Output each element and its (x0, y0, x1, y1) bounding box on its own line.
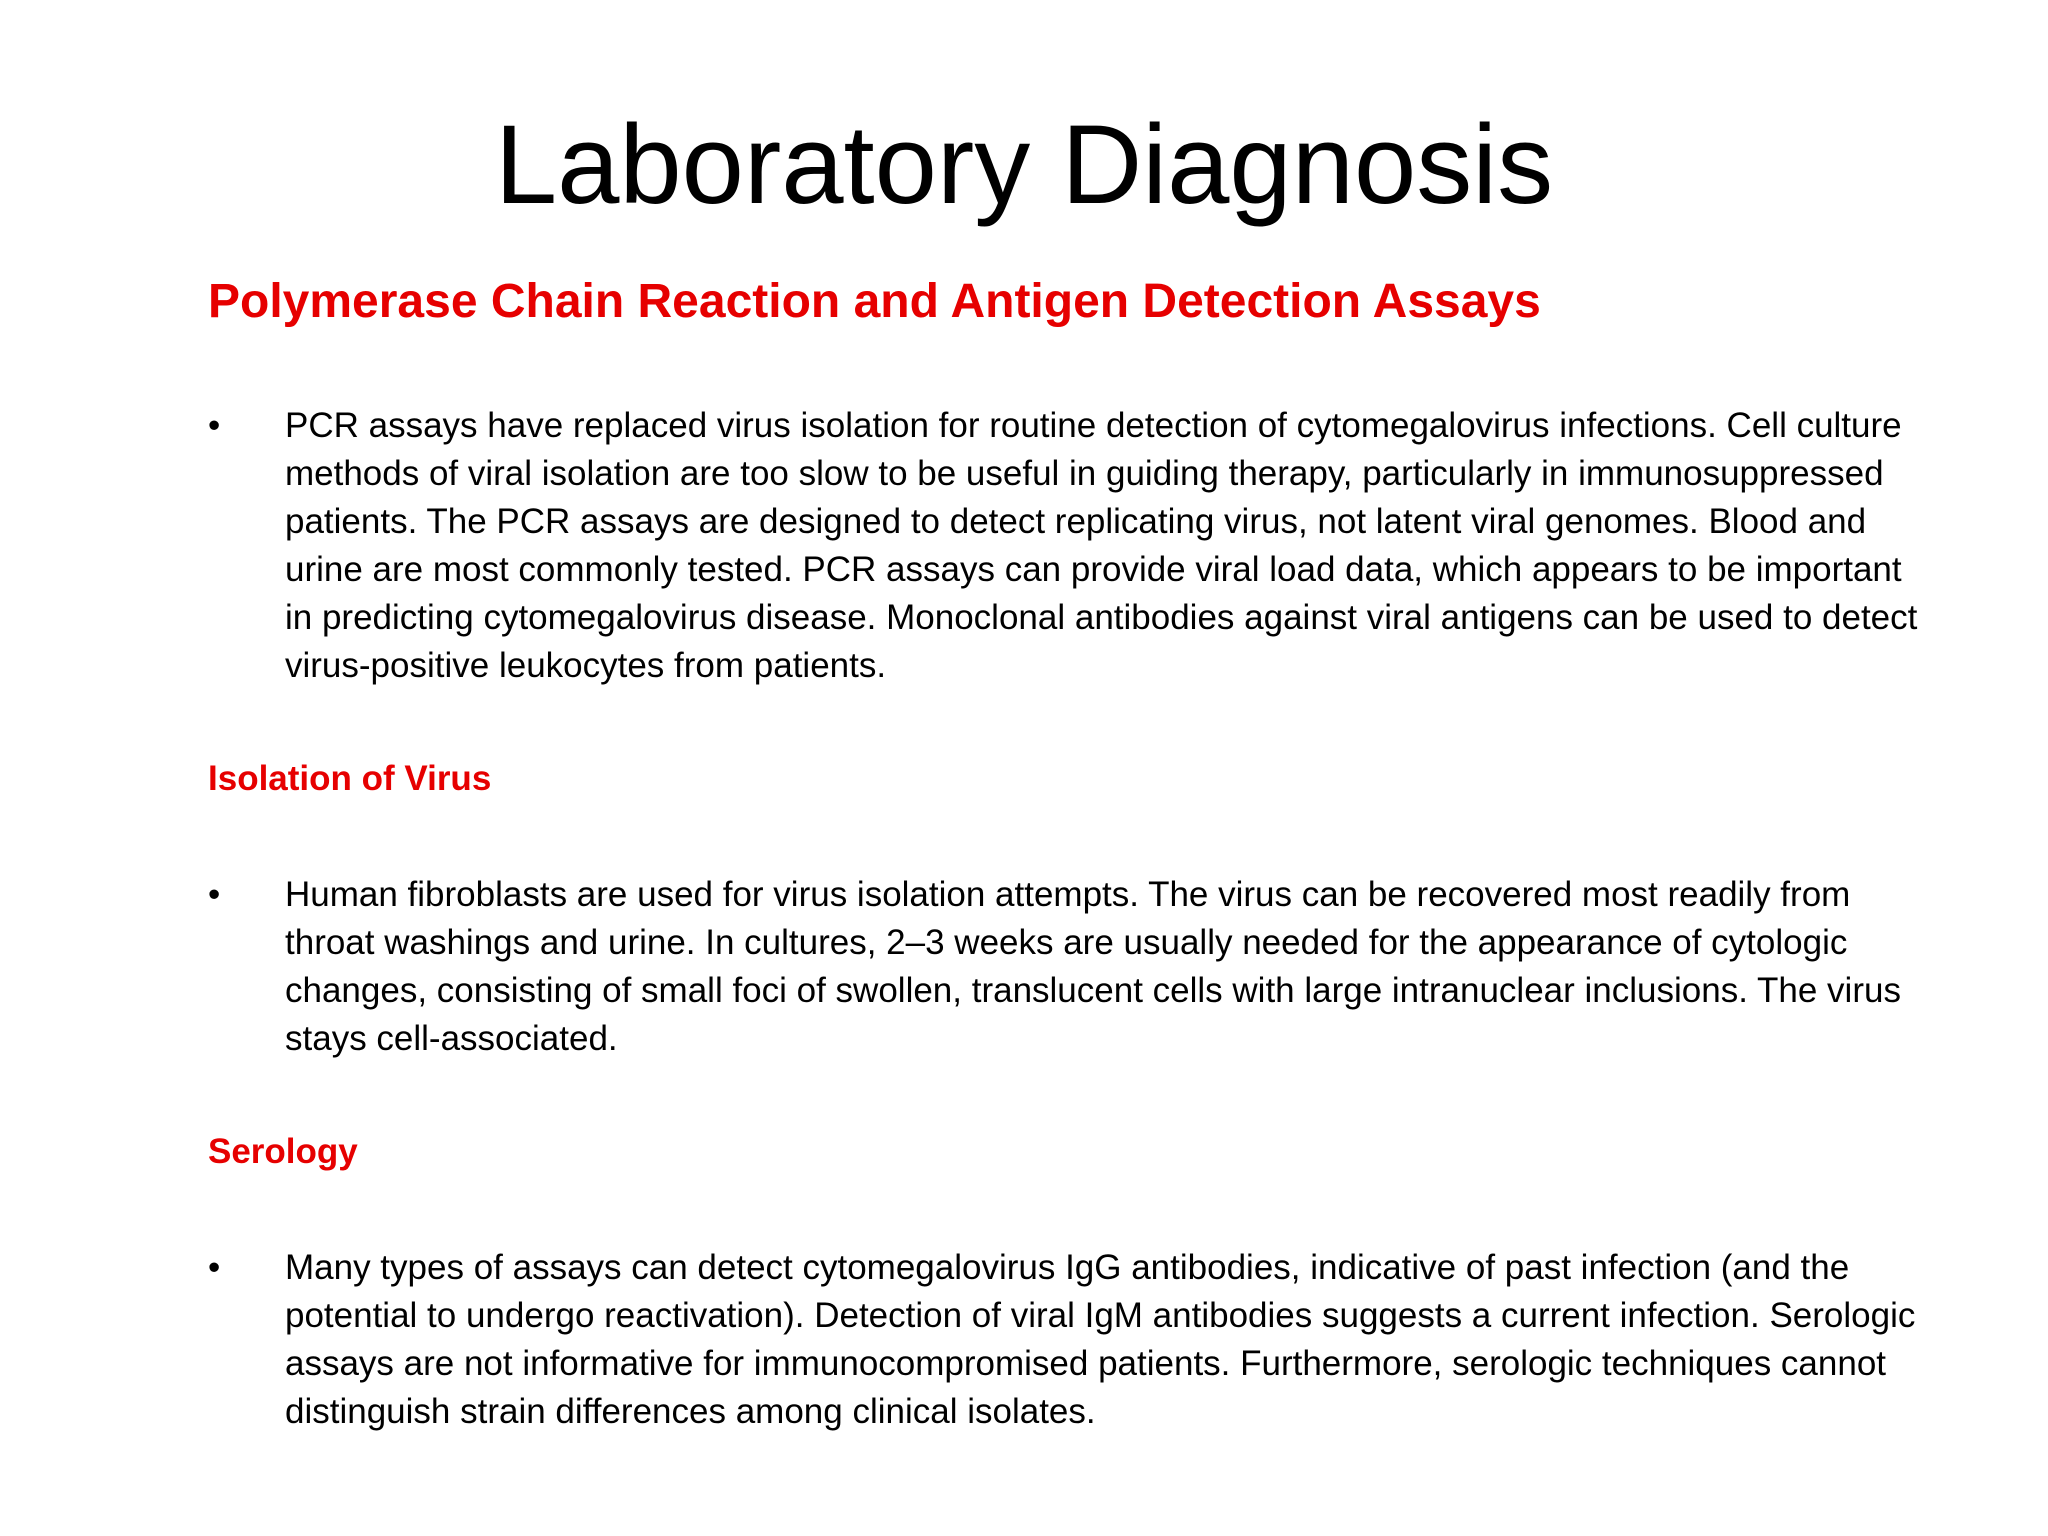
bullet-icon: • (208, 406, 221, 445)
bullet-text-serology: Many types of assays can detect cytomegalovirus IgG antibodies, indicative of past infection (and the potential to undergo reactivation). Detection of viral IgM antibodies suggests a current infection. Serologic assays are not informative for immunocompromised patients. Furthermore, serologic techniques cannot distinguish strain differences among clinical isolates. (285, 1248, 1916, 1431)
section-heading-isolation: Isolation of Virus (208, 759, 492, 798)
bullet-icon: • (208, 1248, 221, 1287)
section-heading-serology: Serology (208, 1132, 358, 1171)
bullet-item-serology (208, 1244, 1928, 1436)
bullet-item-isolation (208, 871, 1928, 1063)
bullet-text-pcr: PCR assays have replaced virus isolation for routine detection of cytomegalovirus infections. Cell culture methods of viral isolation are too slow to be useful in guiding therapy, particularly in immunosuppressed patients. The PCR assays are designed to detect replicating virus, not latent viral genomes. Blood and urine are most commonly tested. PCR assays can provide viral load data, which appears to be important in predicting cytomegalovirus disease. Monoclonal antibodies against viral antigens can be used to detect virus-positive leukocytes from patients. (285, 406, 1918, 685)
bullet-text-isolation: Human fibroblasts are used for virus isolation attempts. The virus can be recovered most readily from throat washings and urine. In cultures, 2–3 weeks are usually needed for the appearance of cytologic changes, consisting of small foci of swollen, translucent cells with large intranuclear inclusions. The virus stays cell-associated. (285, 875, 1901, 1058)
bullet-icon: • (208, 875, 221, 914)
section-heading-pcr: Polymerase Chain Reaction and Antigen Detection Assays (208, 275, 1541, 328)
bullet-item-pcr (208, 402, 1928, 690)
slide-title: Laboratory Diagnosis (494, 102, 1554, 227)
